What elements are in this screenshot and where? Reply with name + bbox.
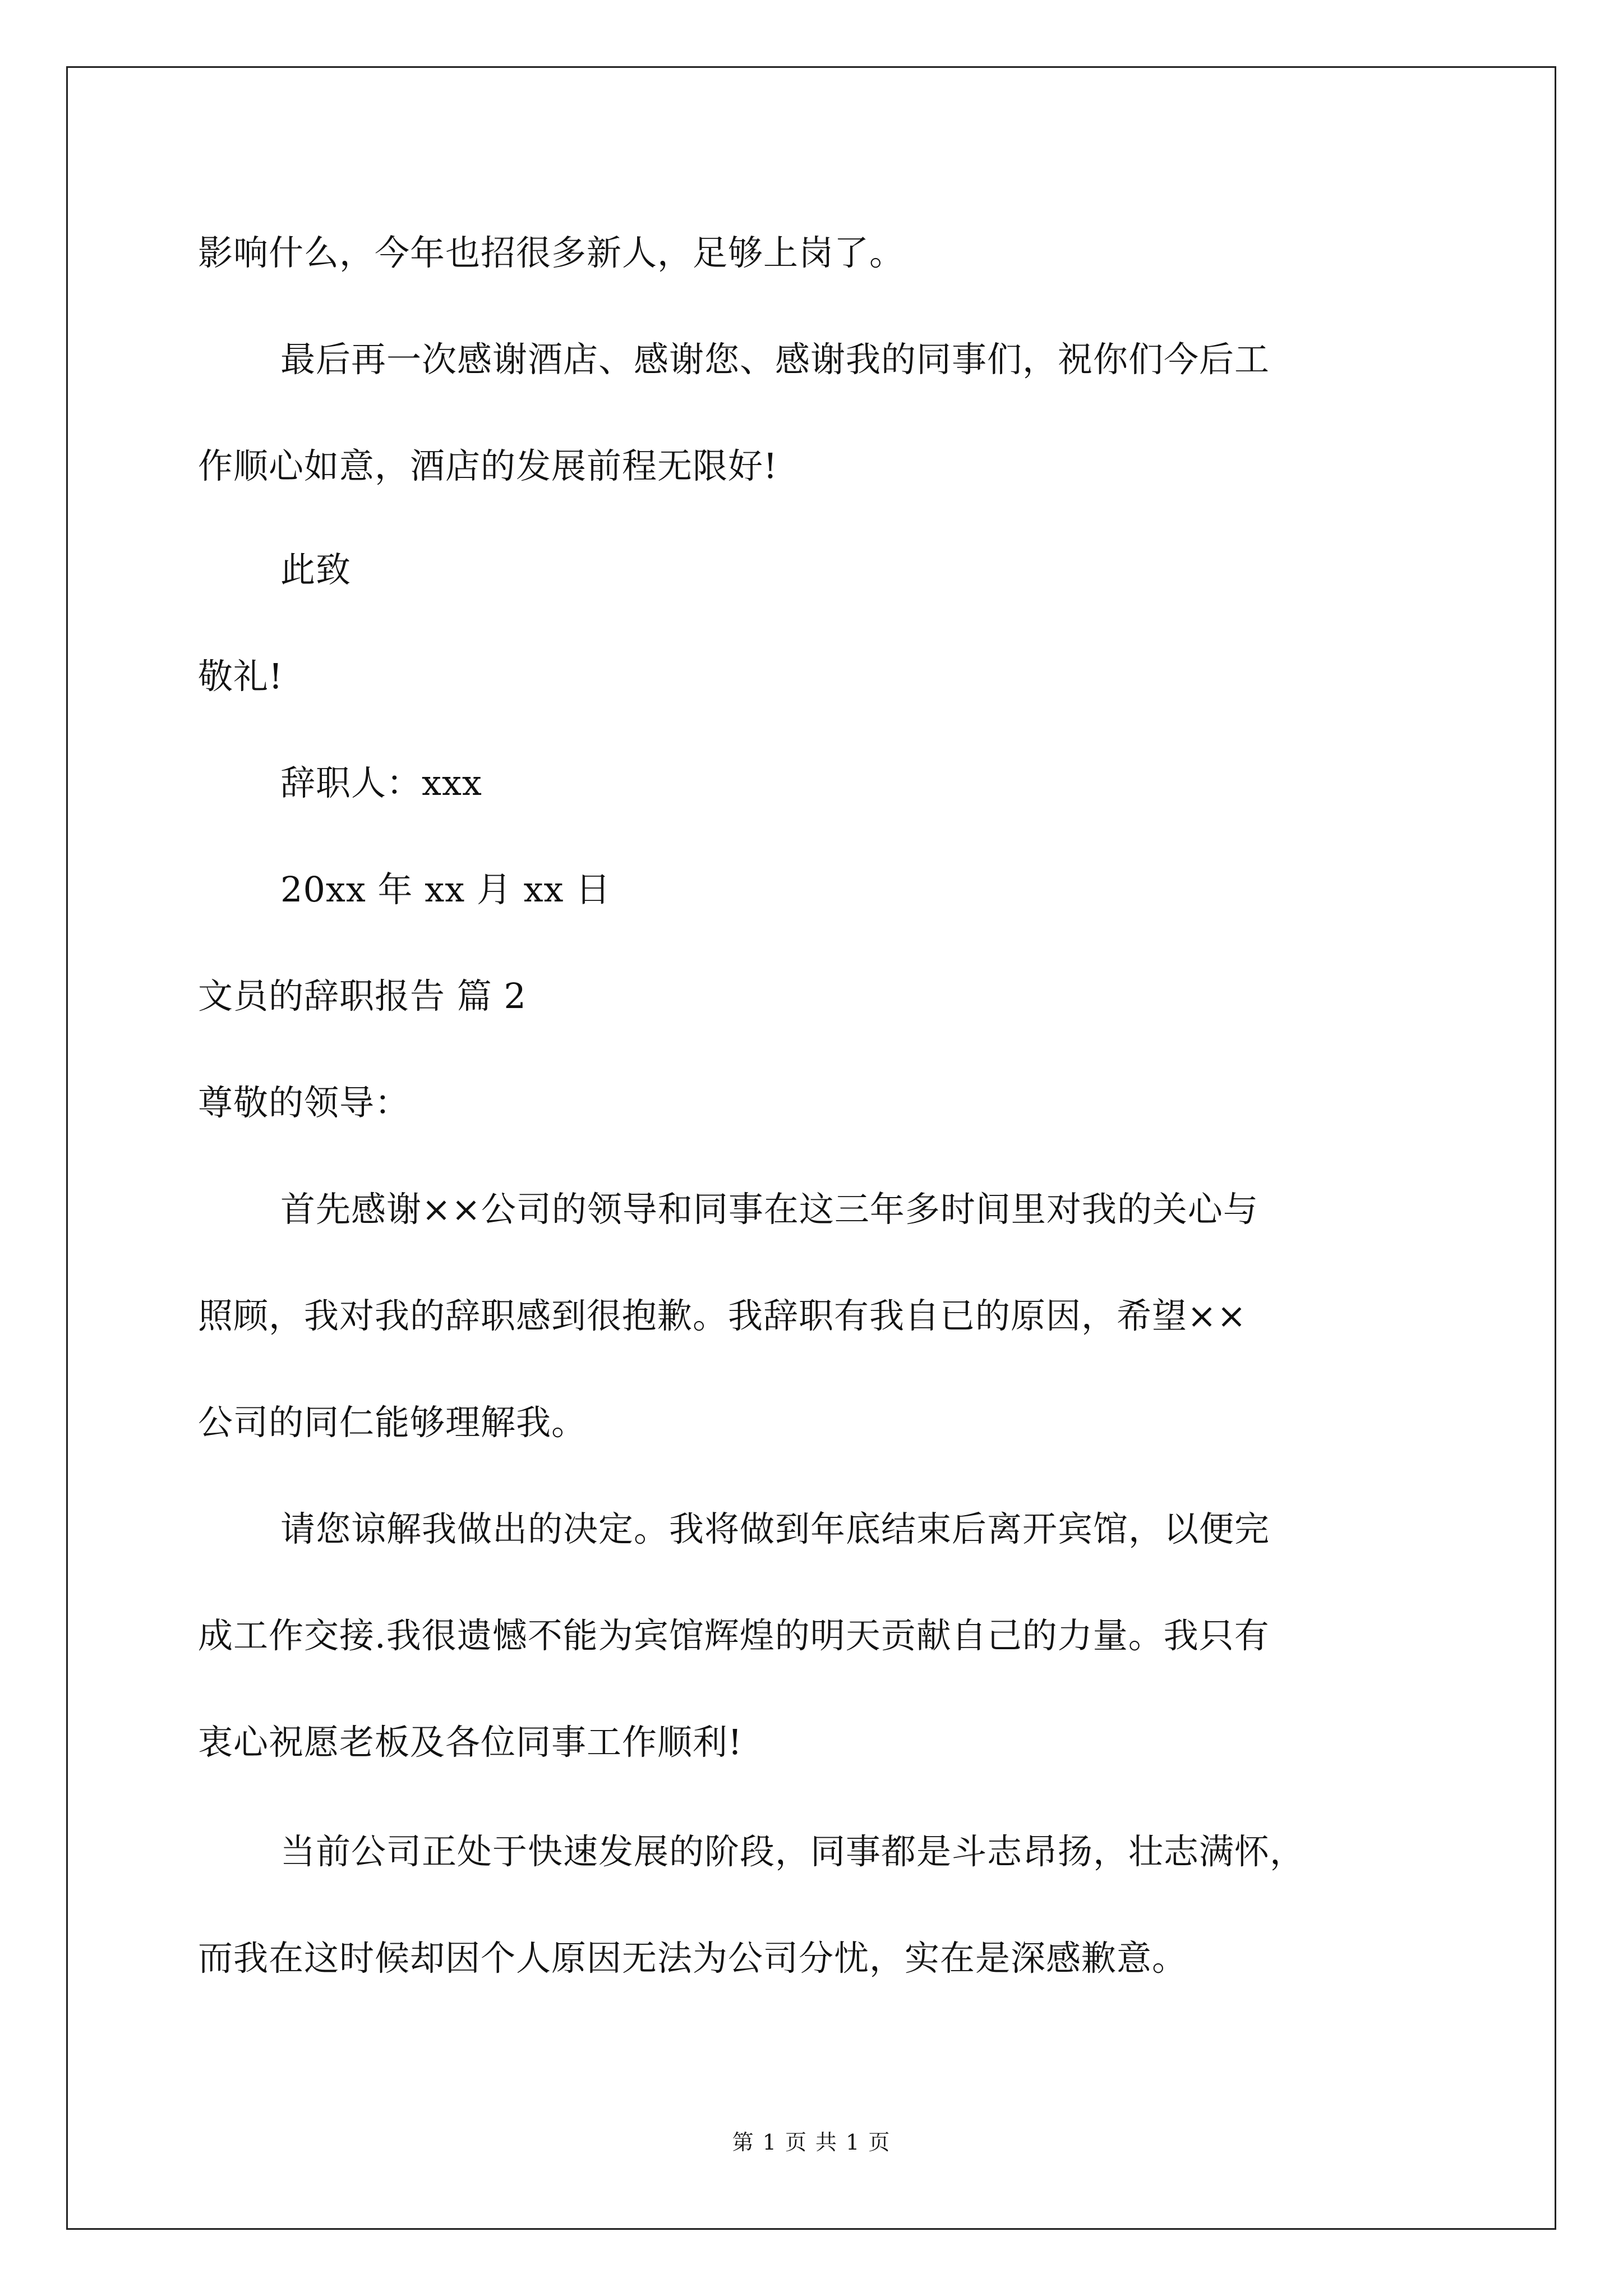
paragraph-line: 照顾，我对我的辞职感到很抱歉。我辞职有我自已的原因，希望××: [198, 1295, 1247, 1336]
signature-line: 辞职人：xxx: [280, 762, 482, 803]
closing-regards: 敬礼!: [198, 656, 283, 697]
date-line: 20xx 年 xx 月 xx 日: [280, 869, 611, 910]
paragraph-line: 最后再一次感谢酒店、感谢您、感谢我的同事们，祝你们今后工: [280, 339, 1270, 380]
page-border: [66, 66, 1556, 2230]
paragraph-line: 公司的同仁能够理解我。: [198, 1402, 587, 1443]
section-title: 文员的辞职报告 篇 2: [198, 976, 527, 1016]
paragraph-line: 成工作交接.我很遗憾不能为宾馆辉煌的明天贡献自己的力量。我只有: [198, 1615, 1270, 1656]
paragraph-line: 首先感谢××公司的领导和同事在这三年多时间里对我的关心与: [280, 1189, 1258, 1230]
paragraph-line: 影响什么，今年也招很多新人，足够上岗了。: [198, 232, 905, 273]
paragraph-line: 作顺心如意，酒店的发展前程无限好!: [198, 445, 778, 486]
page-footer: 第 1 页 共 1 页: [732, 2130, 891, 2155]
paragraph-line: 请您谅解我做出的决定。我将做到年底结束后离开宾馆，以便完: [280, 1508, 1270, 1549]
paragraph-line: 衷心祝愿老板及各位同事工作顺利!: [198, 1722, 743, 1763]
greeting-line: 尊敬的领导：: [198, 1082, 411, 1123]
paragraph-line: 而我在这时候却因个人原因无法为公司分忧，实在是深感歉意。: [198, 1938, 1188, 1978]
closing-salutation: 此致: [280, 549, 352, 590]
paragraph-line: 当前公司正处于快速发展的阶段，同事都是斗志昂扬，壮志满怀，: [280, 1831, 1306, 1872]
